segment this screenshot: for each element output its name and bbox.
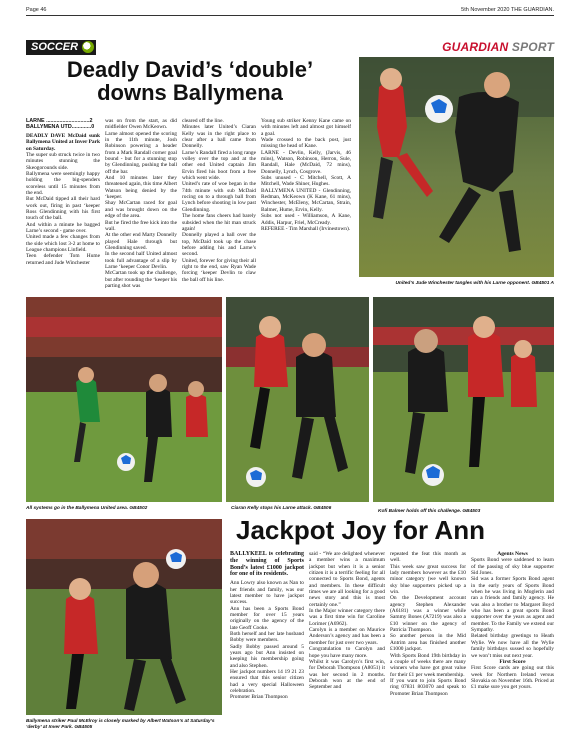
agents-news-heading: Agents News xyxy=(497,551,528,557)
paragraph: But he fired the free kick into the wall. xyxy=(105,219,177,232)
paragraph: So another person in the Mid Antrim area has finished another £1000 jackpot. xyxy=(390,633,466,653)
paragraph: Belated birthday greetings to Heath Wylie. We now have all the Wylie family birthdays sussed so hopefully we won’t miss out next year. xyxy=(471,633,554,659)
paragraph: With Sports Bond 19th birthday in a couple of weeks there are many winners who have got great value for their £1 per week membership. xyxy=(390,652,466,678)
paragraph: If you want to join Sports Bond ring 07831 803070 and speak to Promoter Brian Thompson xyxy=(390,677,466,697)
story2-column-4 xyxy=(471,551,554,731)
paragraph: Ann Lowry also known as Nan to her friends and family, was our latest member to have jackpot success. xyxy=(230,580,304,606)
paragraph: Ann has been a Sports Bond member for over 15 years originally on the agency of the late Geoff Cooke. xyxy=(230,605,304,631)
brand-b: SPORT xyxy=(511,40,554,54)
paragraph: repeated the feat this month as well. xyxy=(390,551,466,564)
story2-lede: BALLYKEEL is celebrating the winning of Sports Bond’s latest £1000 jackpot for one of its residents. xyxy=(230,551,304,578)
caption-right: Kofi Balmer holds off this challenge. GB4503 xyxy=(378,509,481,514)
story1-headline xyxy=(26,58,354,104)
main-photo-image xyxy=(359,57,554,277)
paragraph: said - “We are delighted whenever a member wins a maximum jackpot but when it is a senior citizen it is a terrific feeling for all connected to Sports Bond, agents and members. In these difficult times we are all looking for a good news story and this is most certainly one.” xyxy=(309,551,385,608)
header-rule xyxy=(26,15,554,16)
story1-column-1 xyxy=(26,118,100,298)
brand-logo xyxy=(442,40,554,54)
paragraph: And within a minute he bagged Larne’s second - game over. xyxy=(26,221,100,234)
paragraph: Sid was a former Sports Bond agent in the early years of Sports Bond when he was living in Moglerin and ran a friends and family agency. He was also a brother to Margaret Boyd who has been a great sports Bond supporter over the years as agent and member. To the Family we extend our Sympathy. xyxy=(471,576,554,634)
story1-headline-line1: Deadly David’s ‘double’ xyxy=(66,57,314,82)
section-label: SOCCER xyxy=(26,40,96,55)
caption-left: All systems go in the Ballymena United area. GB4502 xyxy=(26,506,148,511)
paragraph: The super sub struck twice in two minutes stunning the Skeogorounds side. xyxy=(26,151,100,171)
story2-headline: Jackpot Joy for Ann xyxy=(236,515,485,545)
photo-bottom-left xyxy=(26,519,222,715)
paragraph: LARNE - Devlin, Kelly, (Jarvis, 46 mins), Watson, Robinson, Herron, Sule, Randall, Hale (McDaid, 72 mins), Donnelly, Lynch, Cosgrove. xyxy=(261,149,351,175)
main-photo-caption: United’s Jude Winchester tangles with his Larne opponent. GB4501 A xyxy=(395,281,554,286)
paragraph: First Score cards are going out this week for Northern Ireland versus Slovakia on November 16th. Priced at £1 make sure you get yours. xyxy=(471,665,554,691)
paragraph: United, forever for giving their all right to the end, saw Ryan Wade forcing ‘keeper Devlin to claw the ball off his line. xyxy=(182,257,256,283)
story1-column-4 xyxy=(261,118,351,298)
story2-column-2 xyxy=(309,551,385,731)
story1-column-2 xyxy=(105,118,177,298)
first-score-heading: First Score xyxy=(499,658,526,665)
caption-bottom-left: Ballymena striker Paul McElroy is closely marked by Albert Watson’s at Saturday’s ‘derby’ at Inver Park. GB4505 xyxy=(26,719,215,730)
paragraph: Subs unused - C Mitchell, Scott, A Mitchell, Wade Shiner, Hughes. xyxy=(261,175,351,188)
paragraph: Teen defender Tom Hume returned and Jude Winchester xyxy=(26,253,100,266)
paragraph: Subs not used - Williamson, A Kane, Addis, Harpur, Friel, McCready. xyxy=(261,213,351,226)
paragraph: REFEREE - Tim Marshall (Irvinestown). xyxy=(261,225,351,232)
paragraph: Her jackpot numbers 14 19 21 23 ensured that this senior citizen had a very special Halloween celebration. xyxy=(230,669,304,695)
paragraph: Donnelly played a ball over the top, McDaid took up the chase before adding his and Larne’s second. xyxy=(182,232,256,258)
paragraph: Whilst it was Carolyn’s first win, for Deborah Thompson (A8051) it was her second in 2 months. Deborah won at the end of September and xyxy=(309,658,385,691)
paragraph: Ballymena were seemingly happy holding the big-spenders scoreless until 15 minutes from the end. xyxy=(26,170,100,196)
issue-date: 5th November 2020 THE GUARDIAN. xyxy=(461,7,554,13)
photo-right xyxy=(373,297,554,502)
paragraph: Promoter Brian Thompson xyxy=(230,694,288,701)
paragraph: This week saw great success for lady members however as the £10 minor category (we well known sky blue supporters picked up a win. xyxy=(390,563,466,596)
story2-column-1 xyxy=(230,551,304,731)
paragraph: In the second half United almost took full advantage of a slip by Larne ‘keeper Conor Devlin. xyxy=(105,251,177,270)
paragraph: Congratulation to Carolyn and hope you have many more. xyxy=(309,646,385,659)
paragraph: The home fans cheers had barely subsided when the hit man struck again! xyxy=(182,213,256,232)
caption-middle: Ciaran Kelly stops his Larne attack. GB4506 xyxy=(231,506,332,511)
photo-middle-image xyxy=(226,297,369,502)
paragraph: Shay McCartan raced for goal and was brought down on the edge of the area. xyxy=(105,200,177,220)
paragraph: Carolyn is a member on Maurice Anderson’s agency and has been a member for just over two years. xyxy=(309,627,385,646)
brand-a: GUARDIAN xyxy=(442,40,509,54)
story1-headline-line2: downs Ballymena xyxy=(97,80,283,106)
paragraph: BALLYMENA UNITED - Glendinning, Redman, McKeown (K Kane, 61 mins), Winchester, McEleny, McCartan, Strain, Balmer, Hume, Ervin, Kelly. xyxy=(261,187,351,213)
soccer-ball-icon xyxy=(82,41,94,53)
paragraph: United made a few changes from the side which lost 3-2 at home to League champions Linfield. xyxy=(26,234,100,253)
story1-column-3 xyxy=(182,118,256,298)
paragraph: cleared off the line. xyxy=(182,118,224,124)
paragraph: And 10 minutes later they threatened again, this time Albert Watson being denied by the ‘keeper. xyxy=(105,175,177,201)
paragraph: Larne’s Randall fired a long range volley over the top and at the other end United captain Jim Ervin fired his boot from a free which went wide. xyxy=(182,149,256,182)
paragraph: Sports Bond were saddened to learn of the passing of sky blue supporter Sid Jones. xyxy=(471,557,554,577)
photo-right-image xyxy=(373,297,554,502)
paragraph: DEADLY DAVE McDaid sunk Ballymena United at Inver Park on Saturday. xyxy=(26,132,100,152)
paragraph: McCartan took up the challenge, but after rounding the ‘keeper his parting shot was xyxy=(105,270,177,289)
paragraph: In the Major winner category there was a first time win for Caroline Lorimer (A6962). xyxy=(309,608,385,627)
paragraph: Wade crossed to the back post, just missing the head of Kane. xyxy=(261,137,351,150)
score-larne: LARNE .............................2 xyxy=(26,118,93,124)
paragraph: Both herself and her late husband Bobby were members. xyxy=(230,630,304,644)
paragraph: At the other end Marty Donnelly played Hale through but Glendinning saved. xyxy=(105,232,177,251)
main-photo xyxy=(359,57,554,277)
paragraph: Young sub striker Kenny Kane came on with minutes left and almost got himself a goal. xyxy=(261,118,351,137)
paragraph: United’s rate of woe began in the 74th minute with sub McDaid rocing on to a through ball from Lynch before shooting in low past Glendinning. xyxy=(182,181,256,213)
paragraph: But McDaid tipped all their hard work out, firing in past ‘keeper Ross Glendinning with his first touch of the ball. xyxy=(26,196,100,222)
photo-middle xyxy=(226,297,369,502)
paragraph: Minutes later United’s Ciaran Kelly was in the right place to clear after a ball came from Donnelly. xyxy=(182,124,256,150)
photo-bottom-left-image xyxy=(26,519,222,715)
story2-column-3 xyxy=(390,551,466,731)
photo-left-image xyxy=(26,297,222,502)
photo-left xyxy=(26,297,222,502)
score-ballymena: BALLYMENA UTD.............0 xyxy=(26,124,95,131)
paragraph: Larne almost opened the scoring in the 11th minute, Josh Robinson powering a header from a Mark Randall corner goal bound - but for a stunning stop by Glendinning, pushing the ball off the bar. xyxy=(105,130,177,175)
paragraph: Sadly Bobby passed around 5 years ago but Ann insisted on keeping his membership going and also Stephen. xyxy=(230,643,304,669)
paragraph: On the Development account agency Stephen Alexander (A6181) was a winner while Sammy Bones (A7219) was also a £10 winner on the agency of Patricia Thompson. xyxy=(390,595,466,634)
paragraph: was on from the start, as did midfielder Owen McKeown. xyxy=(105,118,177,131)
page-number: Page 46 xyxy=(26,7,47,13)
